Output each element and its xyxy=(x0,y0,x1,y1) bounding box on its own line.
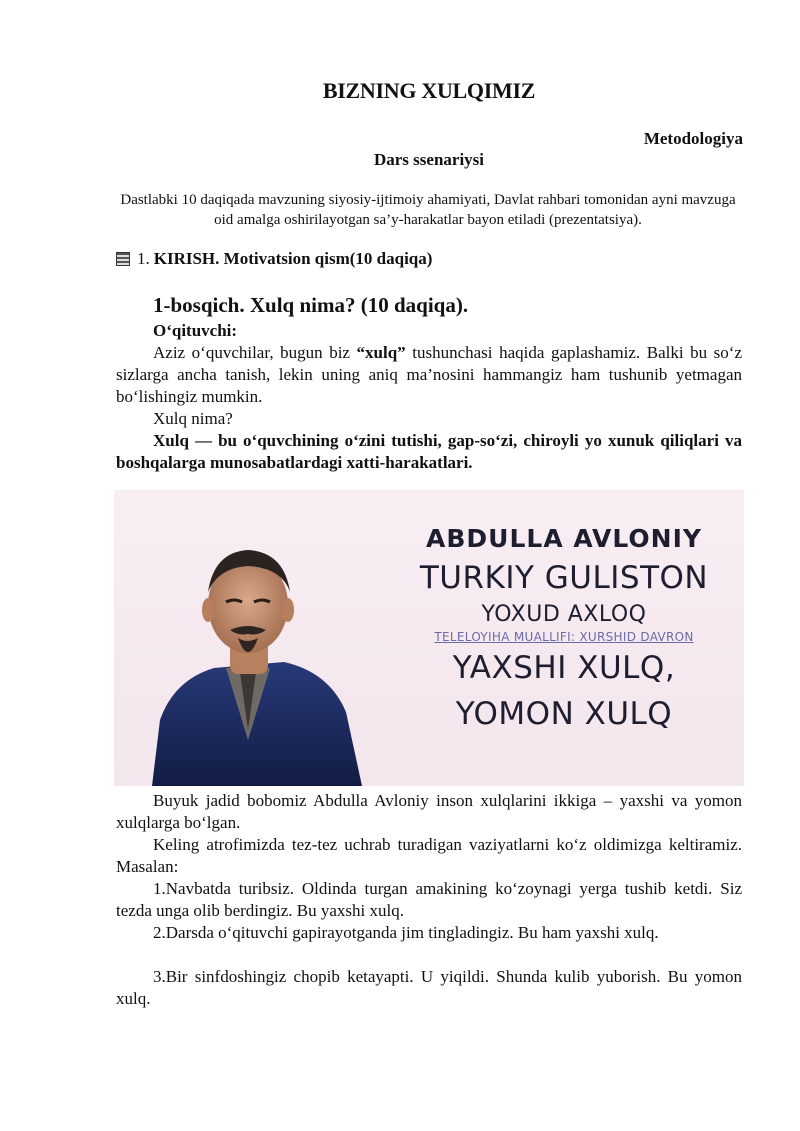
teacher-text-start: Aziz o‘quvchilar, bugun biz xyxy=(153,343,357,362)
avloniy-banner-image xyxy=(114,490,744,786)
list-item-text: Navbatda turibsiz. Oldinda turgan amakining ko‘zoynagi yerga tushib ketdi. Siz tezda unga olib berdingiz. Bu yaxshi xulq. xyxy=(116,879,742,920)
section-heading xyxy=(116,249,432,269)
banner-credit: TELELOYIHA MUALLIFI: XURSHID DAVRON xyxy=(434,630,694,644)
section-number: 1. xyxy=(137,249,150,268)
intro-paragraph: Dastlabki 10 daqiqada mavzuning siyosiy-ijtimoiy ahamiyati, Davlat rahbari tomonidan ayni mavzuga oid amalga oshirilayotgan sa’y-harakatlar bayon etiladi (prezentatsiya). xyxy=(120,192,736,228)
section-title: KIRISH. Motivatsion qism(10 daqiqa) xyxy=(153,249,433,268)
teacher-block xyxy=(116,320,742,474)
situations-paragraph: Keling atrofimizda tez-tez uchrab turadigan vaziyatlarni ko‘z oldimizga keltiramiz. Masalan: xyxy=(116,835,742,876)
list-item xyxy=(116,966,742,1010)
banner-good-behavior: YAXSHI XULQ, xyxy=(452,650,676,686)
teacher-text-end: tushunchasi haqida gaplashamiz. Balki bu so‘z sizlarga ancha tanish, lekin uning aniq ma’nosini hammangiz ham tushunib yetmagan bo‘lishingiz mumkin. xyxy=(116,343,743,406)
list-item xyxy=(116,878,742,922)
methodology-label: Metodologiya xyxy=(643,129,743,148)
list-item xyxy=(116,922,742,944)
list-item-text: Darsda o‘qituvchi gapirayotganda jim tingladingiz. Bu ham yaxshi xulq. xyxy=(165,923,659,942)
list-item-number: 1. xyxy=(153,879,166,898)
list-item-number: 2. xyxy=(153,923,166,942)
banner-book-title: TURKIY GULISTON xyxy=(419,560,709,596)
definition-text: Xulq — bu o‘quvchining o‘zini tutishi, gap-so‘zi, chiroyli yo xunuk qiliqlari va boshqalarga munosabatlardagi xatti-harakatlari. xyxy=(116,431,742,472)
banner-book-subtitle: YOXUD AXLOQ xyxy=(481,602,647,627)
lesson-scenario-heading: Dars ssenariysi xyxy=(373,150,485,169)
avloniy-paragraph: Buyuk jadid bobomiz Abdulla Avloniy inson xulqlarini ikkiga – yaxshi va yomon xulqlarga bo‘lgan. xyxy=(116,791,742,832)
list-item-number: 3. xyxy=(153,967,166,986)
list-square-icon xyxy=(116,252,130,266)
stage-heading: 1-bosqich. Xulq nima? (10 daqiqa). xyxy=(153,293,469,317)
banner-author: ABDULLA AVLONIY xyxy=(426,524,702,553)
document-title: BIZNING XULQIMIZ xyxy=(322,78,536,103)
xulq-term: “xulq” xyxy=(356,343,406,362)
banner-bad-behavior: YOMON XULQ xyxy=(455,696,673,732)
after-image-block xyxy=(116,790,742,1010)
teacher-label: O‘qituvchi: xyxy=(153,321,238,340)
teacher-paragraph xyxy=(116,342,742,408)
list-item-text: Bir sinfdoshingiz chopib ketayapti. U yiqildi. Shunda kulib yuborish. Bu yomon xulq. xyxy=(116,967,742,1008)
question-text: Xulq nima? xyxy=(153,409,233,428)
